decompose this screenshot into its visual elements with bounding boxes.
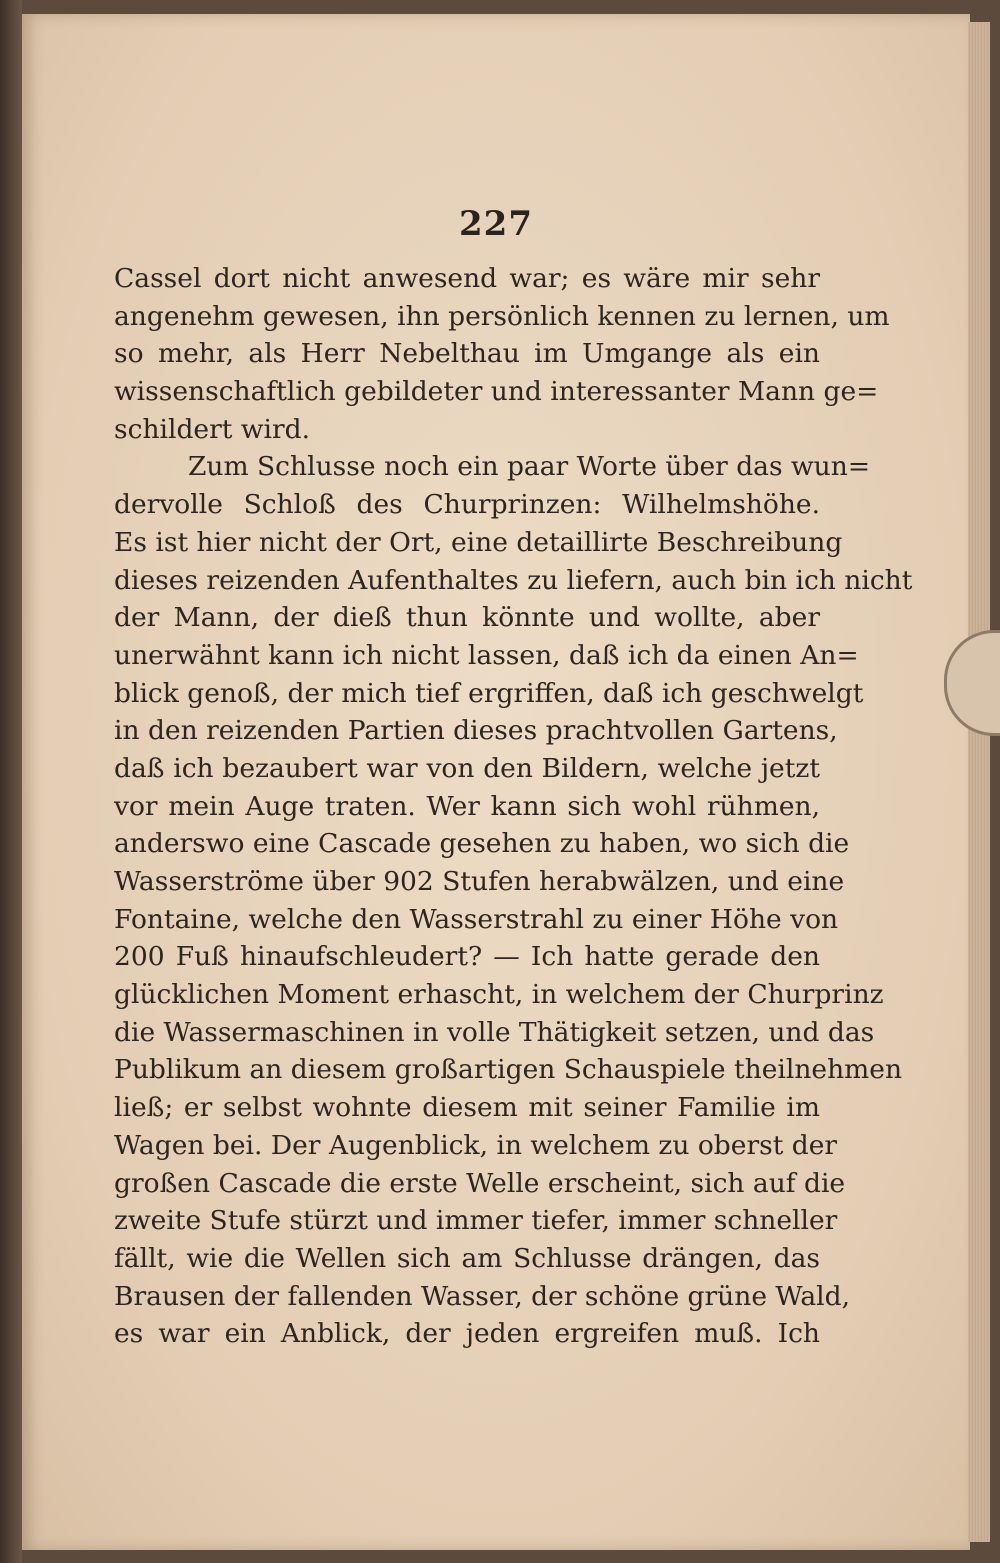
text-line: ließ; er selbst wohnte diesem mit seiner Familie im xyxy=(114,1092,820,1124)
text-line: dieses reizenden Aufenthaltes zu liefern, auch bin ich nicht xyxy=(114,564,913,596)
text-line: Es ist hier nicht der Ort, eine detaillirte Beschreibung xyxy=(114,526,843,558)
text-line: Publikum an diesem großartigen Schauspiele theilnehmen xyxy=(114,1054,903,1086)
text-line: großen Cascade die erste Welle erscheint, sich auf die xyxy=(114,1167,846,1199)
text-line: fällt, wie die Wellen sich am Schlusse drängen, das xyxy=(114,1242,820,1274)
text-line: blick genoß, der mich tief ergriffen, daß ich geschwelgt xyxy=(114,677,864,709)
text-line: es war ein Anblick, der jeden ergreifen muß. Ich xyxy=(114,1318,820,1350)
text-line: Cassel dort nicht anwesend war; es wäre mir sehr xyxy=(114,263,820,294)
text-line: 200 Fuß hinaufschleudert? — Ich hatte gerade den xyxy=(114,941,820,973)
page-number: 227 xyxy=(459,204,533,244)
text-line: schildert wird. xyxy=(114,413,311,445)
text-line: Fontaine, welche den Wasserstrahl zu einer Höhe von xyxy=(114,903,839,935)
text-line: glücklichen Moment erhascht, in welchem der Churprinz xyxy=(114,979,884,1011)
text-line: Zum Schlusse noch ein paar Worte über das wun= xyxy=(188,451,871,483)
text-line: zweite Stufe stürzt und immer tiefer, immer schneller xyxy=(114,1205,838,1237)
text-line: Wasserströme über 902 Stufen herabwälzen, und eine xyxy=(114,866,845,897)
text-line: angenehm gewesen, ihn persönlich kennen zu lernen, um xyxy=(114,300,890,332)
text-line: Brausen der fallenden Wasser, der schöne grüne Wald, xyxy=(114,1280,851,1312)
text-line: dervolle Schloß des Churprinzen: Wilhelmshöhe. xyxy=(114,489,820,521)
text-line: wissenschaftlich gebildeter und interessanter Mann ge= xyxy=(114,376,879,408)
text-line: der Mann, der dieß thun könnte und wollte, aber xyxy=(114,602,820,634)
text-line: Wagen bei. Der Augenblick, in welchem zu oberst der xyxy=(114,1129,838,1161)
text-line: unerwähnt kann ich nicht lassen, daß ich da einen An= xyxy=(114,639,859,671)
text-line: daß ich bezaubert war von den Bildern, welche jetzt xyxy=(114,752,820,784)
book-spine xyxy=(0,0,22,1563)
body-text xyxy=(114,260,913,1353)
book-page xyxy=(22,14,970,1550)
text-line: in den reizenden Partien dieses prachtvollen Gartens, xyxy=(114,715,838,747)
text-line: vor mein Auge traten. Wer kann sich wohl rühmen, xyxy=(114,790,820,822)
text-line: so mehr, als Herr Nebelthau im Umgange als ein xyxy=(114,338,820,370)
text-line: anderswo eine Cascade gesehen zu haben, wo sich die xyxy=(114,828,850,860)
text-line: die Wassermaschinen in volle Thätigkeit setzen, und das xyxy=(114,1016,875,1048)
page-edges xyxy=(968,22,990,1542)
